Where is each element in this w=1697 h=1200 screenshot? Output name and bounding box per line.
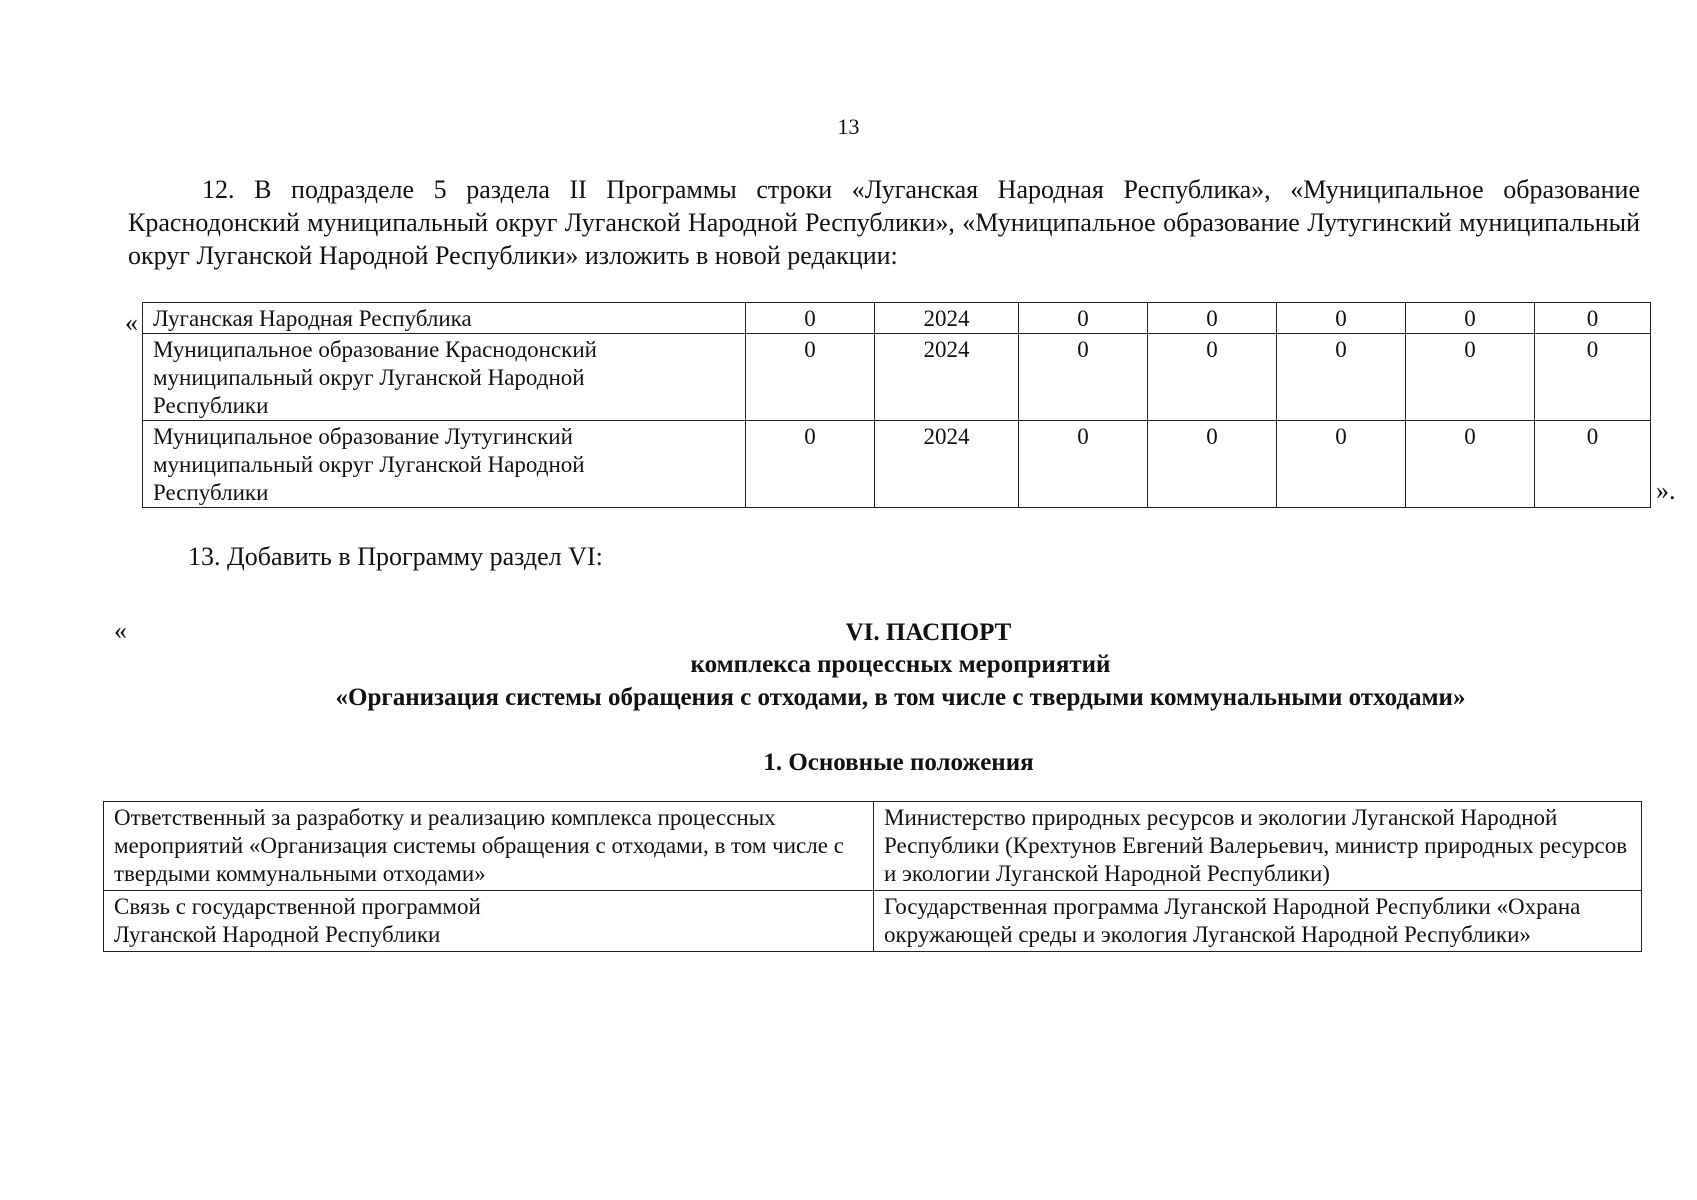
page-number: 13 — [837, 114, 860, 139]
paragraph-12: 12. В подразделе 5 раздела II Программы строки «Луганская Народная Республика», «Муниципальное образование Краснодонский муниципальный округ Луганской Народной Республики», «Муниципальное образование Лутугинский муниципальный округ Луганской Народной Республики» изложить в новой редакции: — [128, 175, 1640, 270]
value-cell: 0 — [1535, 303, 1651, 334]
passport-value: Министерство природных ресурсов и экологии Луганской Народной Республики (Крехтунов Евгений Валерьевич, министр природных ресурсов и экологии Луганской Народной Республики) — [874, 802, 1642, 891]
section-name: «Организация системы обращения с отходами, в том числе с твердыми коммунальными отходами» — [335, 684, 1466, 711]
value-cell: 0 — [1277, 334, 1406, 421]
value-cell: 0 — [1406, 334, 1535, 421]
table-row — [143, 421, 1651, 508]
table1-closing-quote: ». — [1656, 476, 1676, 505]
value-cell: 0 — [1019, 334, 1148, 421]
value-cell: 0 — [746, 421, 875, 508]
value-cell: 0 — [1148, 334, 1277, 421]
value-cell: 0 — [746, 303, 875, 334]
paragraph-13: 13. Добавить в Программу раздел VI: — [188, 542, 603, 571]
table-row — [104, 891, 1642, 952]
value-cell: 0 — [1277, 421, 1406, 508]
section-opening-quote: « — [114, 616, 127, 645]
row-name: Луганская Народная Республика — [143, 303, 746, 334]
row-name: Муниципальное образование Лутугинский муниципальный округ Луганской Народной Республики — [143, 421, 746, 508]
value-cell: 0 — [746, 334, 875, 421]
value-cell: 0 — [1406, 303, 1535, 334]
value-cell: 0 — [1406, 421, 1535, 508]
table-row — [143, 334, 1651, 421]
subsection-heading: 1. Основные положения — [763, 749, 1034, 776]
year-cell: 2024 — [875, 334, 1019, 421]
value-cell: 0 — [1277, 303, 1406, 334]
year-cell: 2024 — [875, 421, 1019, 508]
section-subtitle: комплекса процессных мероприятий — [690, 651, 1111, 678]
value-cell: 0 — [1535, 334, 1651, 421]
passport-value: Государственная программа Луганской Народной Республики «Охрана окружающей среды и экология Луганской Народной Республики» — [874, 891, 1642, 952]
passport-label: Ответственный за разработку и реализацию комплекса процессных мероприятий «Организация системы обращения с отходами, в том числе с твердыми коммунальными отходами» — [104, 802, 874, 891]
section-title: VI. ПАСПОРТ — [845, 619, 1012, 646]
year-cell: 2024 — [875, 303, 1019, 334]
value-cell: 0 — [1148, 303, 1277, 334]
passport-table — [103, 801, 1642, 952]
value-cell: 0 — [1535, 421, 1651, 508]
value-cell: 0 — [1019, 303, 1148, 334]
value-cell: 0 — [1148, 421, 1277, 508]
table-row — [143, 303, 1651, 334]
program-rows-table — [142, 302, 1651, 508]
passport-label: Связь с государственной программой Луганской Народной Республики — [104, 891, 874, 952]
value-cell: 0 — [1019, 421, 1148, 508]
table-row — [104, 802, 1642, 891]
row-name: Муниципальное образование Краснодонский муниципальный округ Луганской Народной Республики — [143, 334, 746, 421]
table1-opening-quote: « — [125, 308, 138, 337]
